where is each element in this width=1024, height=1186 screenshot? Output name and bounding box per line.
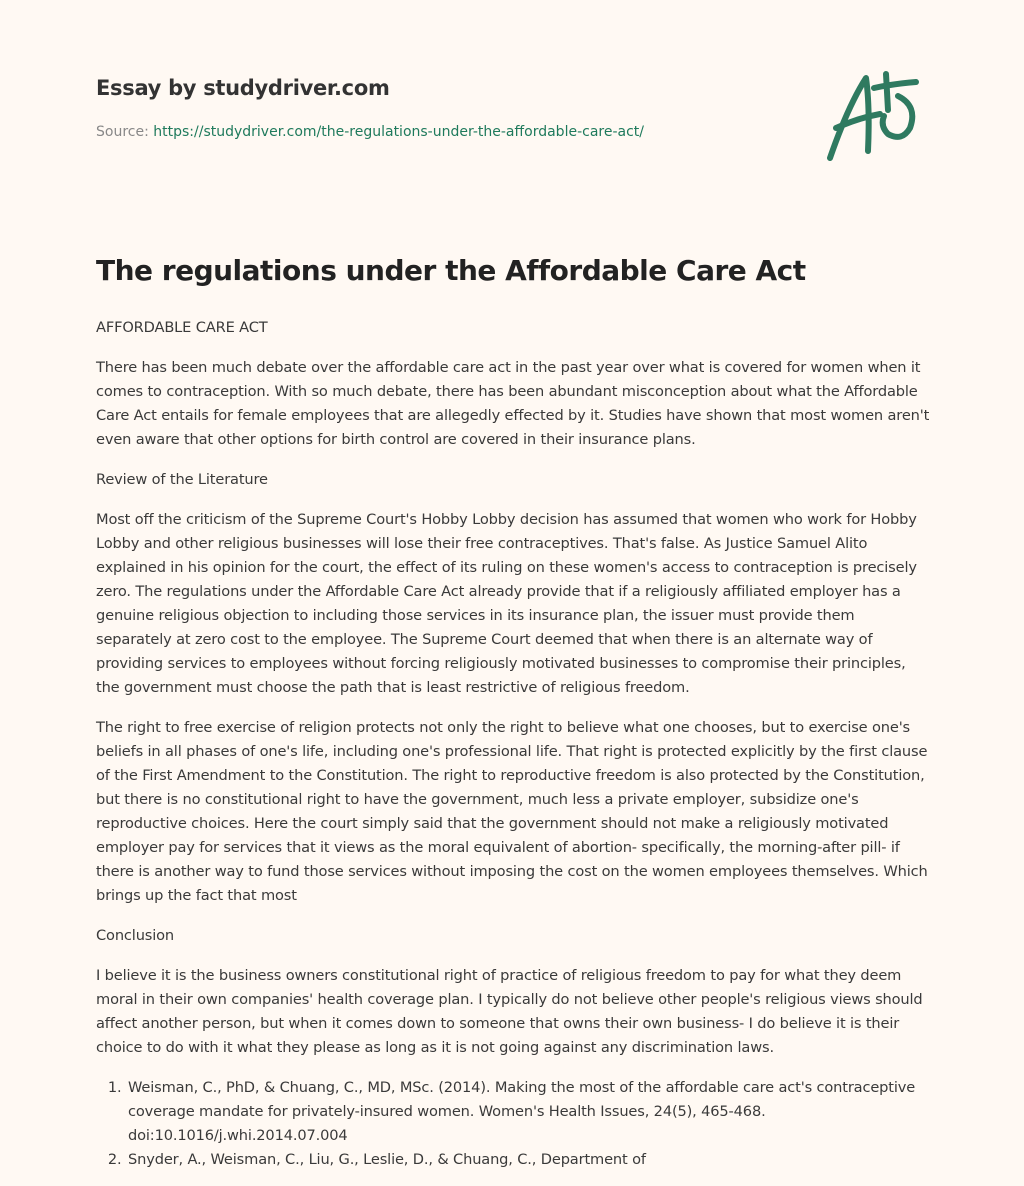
page-title: The regulations under the Affordable Care Act <box>96 254 806 287</box>
section-heading: AFFORDABLE CARE ACT <box>96 319 268 336</box>
source-line <box>96 124 644 140</box>
reference-item: 2. Snyder, A., Weisman, C., Liu, G., Leslie, D., & Chuang, C., Department of <box>126 1148 932 1172</box>
reference-item: 1. Weisman, C., PhD, & Chuang, C., MD, MSc. (2014). Making the most of the affordable care act's contraceptive coverage mandate for privately-insured women. Women's Health Issues, 24(5), 465-468. doi:10.1016/j.whi.2014.07.004 <box>126 1076 932 1148</box>
paragraph: There has been much debate over the affordable care act in the past year over what is covered for women when it comes to contraception. With so much debate, there has been abundant misconception about what the Affordable Care Act entails for female employees that are allegedly effected by it. Studies have shown that most women aren't even aware that other options for birth control are covered in their insurance plans. <box>96 359 930 448</box>
paragraph: Most off the criticism of the Supreme Court's Hobby Lobby decision has assumed that women who work for Hobby Lobby and other religious businesses will lose their free contraceptives. That's false. As Justice Samuel Alito explained in his opinion for the court, the effect of its ruling on these women's access to contraception is precisely zero. The regulations under the Affordable Care Act already provide that if a religiously affiliated employer has a genuine religious objection to including those services in its insurance plan, the issuer must provide them separately at zero cost to the employee. The Supreme Court deemed that when there is an alternate way of providing services to employees without forcing religiously motivated businesses to compromise their principles, the government must choose the path that is least restrictive of religious freedom. <box>96 511 917 696</box>
site-brand: Essay by studydriver.com <box>96 76 390 100</box>
section-heading: Conclusion <box>96 927 175 944</box>
paragraph: I believe it is the business owners constitutional right of practice of religious freedom to pay for what they deem moral in their own companies' health coverage plan. I typically do not believe other people's religious views should affect another person, but when it comes down to someone that owns their own business- I do believe it is their choice to do with it what they please as long as it is not going against any discrimination laws. <box>96 967 923 1056</box>
reference-list <box>96 1076 932 1172</box>
source-label: Source: <box>96 124 149 140</box>
a-plus-logo-icon <box>818 66 928 166</box>
paragraph: The right to free exercise of religion protects not only the right to believe what one chooses, but to exercise one's beliefs in all phases of one's life, including one's professional life. That right is protected explicitly by the first clause of the First Amendment to the Constitution. The right to reproductive freedom is also protected by the Constitution, but there is no constitutional right to have the government, much less a private employer, subsidize one's reproductive choices. Here the court simply said that the government should not make a religiously motivated employer pay for services that it views as the moral equivalent of abortion- specifically, the morning-after pill- if there is another way to fund those services without imposing the cost on the women employees themselves. Which brings up the fact that most <box>96 719 928 904</box>
essay-body <box>96 316 932 1172</box>
section-heading: Review of the Literature <box>96 471 268 488</box>
source-link[interactable]: https://studydriver.com/the-regulations-under-the-affordable-care-act/ <box>153 124 644 140</box>
